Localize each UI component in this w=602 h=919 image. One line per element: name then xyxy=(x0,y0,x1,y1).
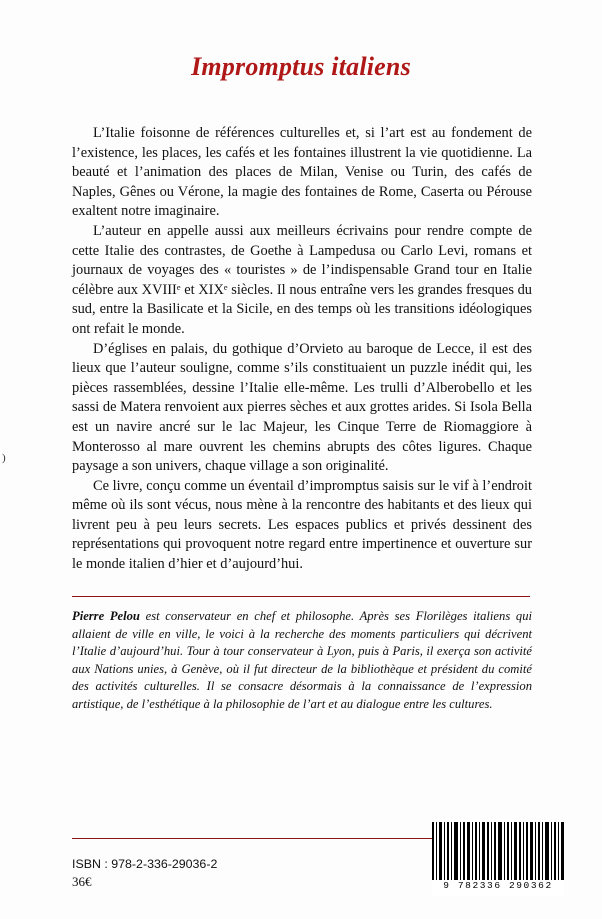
blurb-text xyxy=(72,124,532,575)
author-bio-text: est conservateur en chef et philosophe. Après ses Florilèges italiens qui allaient de ville en ville, le voici à la recherche des moments particuliers qui décrivent l’Italie d’aujourd’hui. Tour à tour conservateur à Lyon, puis à Paris, il exerça son activité aux Nations unies, à Genève, où il fut directeur de la bibliothèque et président du comité des activités culturelles. Il se consacre désormais à la connaissance de l’expression artistique, de l’esthétique à la philosophie de l’art et au dialogue entre les cultures. xyxy=(72,609,532,711)
barcode xyxy=(432,822,564,896)
isbn-text: ISBN : 978-2-336-29036-2 xyxy=(72,857,218,871)
author-bio xyxy=(72,608,532,714)
blurb-paragraph: Ce livre, conçu comme un éventail d’impromptus saisis sur le vif à l’endroit même où ils sont vécus, nous mène à la rencontre des habitants et des lieux qui livrent peu à peu leurs secrets. Les espaces publics et privés dessinent des représentations qui provoquent notre regard entre impertinence et ouverture sur le monde italien d’hier et d’aujourd’hui. xyxy=(72,477,532,573)
blurb-paragraph: D’églises en palais, du gothique d’Orvieto au baroque de Lecce, il est des lieux que l’auteur souligne, comme s’ils constituaient un puzzle inédit qui, les pièces rassemblées, dessine l’Italie elle-même. Les trulli d’Alberobello et les sassi de Matera renvoient aux pierres sèches et aux grottes arides. Si Isola Bella est un navire ancré sur le lac Majeur, les Cinque Terre de Riomaggiore à Monterosso al mare ouvrent les chemins abrupts des côtes ligures. Chaque paysage a son univers, chaque village a son originalité. xyxy=(72,340,532,475)
barcode-digits: 9 782336 290362 xyxy=(443,880,553,891)
divider-top xyxy=(72,596,530,597)
price-text: 36€ xyxy=(72,874,92,889)
spine-mark: ) xyxy=(2,452,6,464)
isbn-block xyxy=(72,856,217,890)
blurb-paragraph: L’Italie foisonne de références culturelles et, si l’art est au fondement de l’existence, les places, les cafés et les fontaines illustrent la vie quotidienne. La beauté et l’animation des places de Milan, Venise ou Turin, des cafés de Naples, Gênes ou Vérone, la magie des fontaines de Rome, Caserta ou Pérouse exaltent notre imaginaire. xyxy=(72,125,532,220)
author-name: Pierre Pelou xyxy=(72,609,140,623)
blurb-paragraph: L’auteur en appelle aussi aux meilleurs écrivains pour rendre compte de cette Italie des contrastes, de Goethe à Lampedusa ou Carlo Levi, romans et journaux de voyages des « touristes » de l’indispensable Grand tour en Italie célèbre aux XVIIIᵉ et XIXᵉ siècles. Il nous entraîne vers les grandes fresques du sud, entre la Basilicate et la Sicile, en des temps où les transitions idéologiques ont refait le monde. xyxy=(72,222,532,337)
book-title: Impromptus italiens xyxy=(191,52,411,81)
barcode-bars xyxy=(432,822,564,880)
